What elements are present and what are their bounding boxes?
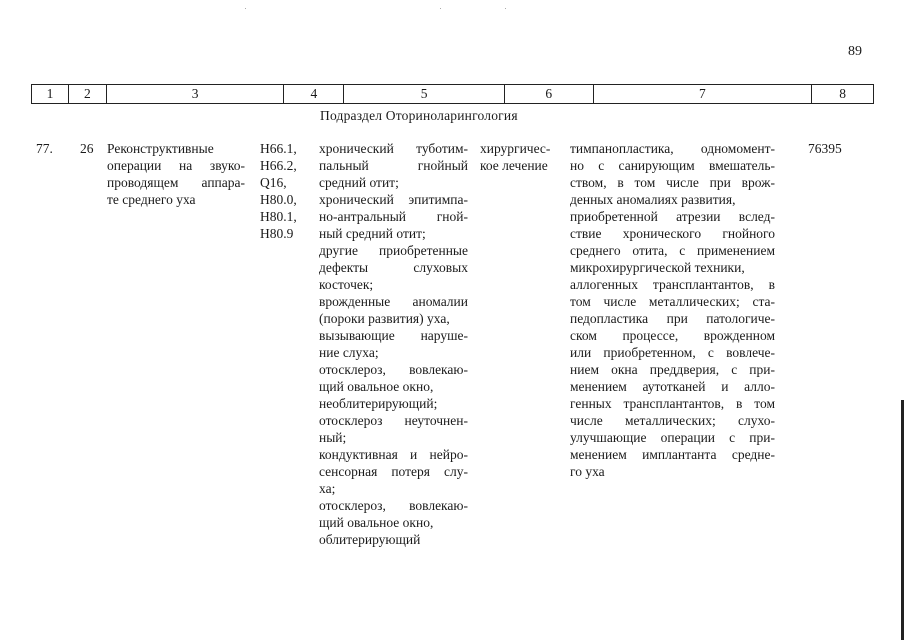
text-line: H66.1, [260, 141, 297, 156]
text-line: хронический туботим- [319, 141, 468, 156]
text-line: хронический эпитимпа- [319, 192, 468, 207]
header-col-2: 2 [69, 85, 107, 103]
diagnosis-model [319, 140, 468, 548]
header-col-4: 4 [284, 85, 344, 103]
text-line: Q16, [260, 175, 287, 190]
text-line: врожденные аномалии [319, 294, 468, 309]
text-line: аллогенных трансплантантов, в [570, 277, 775, 292]
text-line: вызывающие наруше- [319, 328, 468, 343]
text-line: сенсорная потеря слу- [319, 464, 468, 479]
text-line: отосклероз, вовлекаю- [319, 362, 468, 377]
text-line: ный; [319, 430, 347, 445]
text-line: отосклероз, вовлекаю- [319, 498, 468, 513]
text-line: облитерирующий [319, 532, 421, 547]
text-line: те среднего уха [107, 192, 196, 207]
header-col-1: 1 [32, 85, 69, 103]
text-line: менением имплантанта средне- [570, 447, 775, 462]
text-line: но-антральный гной- [319, 209, 468, 224]
text-line: или приобретенном, с вовлече- [570, 345, 775, 360]
text-line: ный средний отит; [319, 226, 426, 241]
subsection-title: Подраздел Оториноларингология [320, 108, 518, 123]
text-line: кондуктивная и нейро- [319, 447, 468, 462]
page-number: 89 [848, 44, 862, 59]
text-line: ством, в том числе при врож- [570, 175, 775, 190]
treatment-type [480, 140, 558, 174]
norm-value: 76395 [808, 141, 842, 156]
text-line: генных трансплантантов, в том [570, 396, 775, 411]
scan-speck [440, 8, 441, 9]
header-col-3: 3 [107, 85, 285, 103]
table-header-row [31, 84, 874, 104]
text-line: ние слуха; [319, 345, 379, 360]
text-line: H66.2, [260, 158, 297, 173]
text-line: том числе металлических; ста- [570, 294, 775, 309]
text-line: тимпанопластика, одномомент- [570, 141, 775, 156]
text-line: улучшающие операции с при- [570, 430, 775, 445]
text-line: пальный гнойный [319, 158, 468, 173]
text-line: микрохирургической техники, [570, 260, 745, 275]
text-line: хирургичес- [480, 141, 551, 156]
group-number: 26 [80, 141, 94, 156]
text-line: косточек; [319, 277, 374, 292]
text-line: щий овальное окно, [319, 515, 434, 530]
text-line: другие приобретенные [319, 243, 468, 258]
text-line: приобретенной атрезии вслед- [570, 209, 775, 224]
text-line: числе металлических; слухо- [570, 413, 775, 428]
text-line: H80.1, [260, 209, 297, 224]
row-number: 77. [36, 141, 53, 156]
scan-speck [245, 8, 246, 9]
text-line: H80.0, [260, 192, 297, 207]
treatment-method [570, 140, 775, 480]
header-col-5: 5 [344, 85, 505, 103]
text-line: операции на звуко- [107, 158, 245, 173]
text-line: необлитерирующий; [319, 396, 438, 411]
text-line: денных аномалиях развития, [570, 192, 736, 207]
header-col-8: 8 [839, 86, 846, 101]
text-line: среднего отита, с применением [570, 243, 775, 258]
intervention-name [107, 140, 245, 208]
text-line: Реконструктивные [107, 141, 214, 156]
header-col-6: 6 [505, 85, 594, 103]
text-line: средний отит; [319, 175, 399, 190]
text-line: го уха [570, 464, 605, 479]
text-line: проводящем аппара- [107, 175, 245, 190]
text-line: педопластика при патологиче- [570, 311, 775, 326]
text-line: отосклероз неуточнен- [319, 413, 468, 428]
text-line: ском процессе, врожденном [570, 328, 775, 343]
scan-edge-bar [901, 400, 904, 640]
header-col-7: 7 [594, 85, 812, 103]
text-line: щий овальное окно, [319, 379, 434, 394]
text-line: H80.9 [260, 226, 294, 241]
text-line: ха; [319, 481, 336, 496]
text-line: ствие хронического гнойного [570, 226, 775, 241]
text-line: кое лечение [480, 158, 548, 173]
text-line: нием окна преддверия, с при- [570, 362, 775, 377]
text-line: (пороки развития) уха, [319, 311, 450, 326]
text-line: дефекты слуховых [319, 260, 468, 275]
text-line: менением аутотканей и алло- [570, 379, 775, 394]
scan-speck [505, 8, 506, 9]
text-line: но с санирующим вмешатель- [570, 158, 775, 173]
icd-codes [260, 140, 308, 242]
